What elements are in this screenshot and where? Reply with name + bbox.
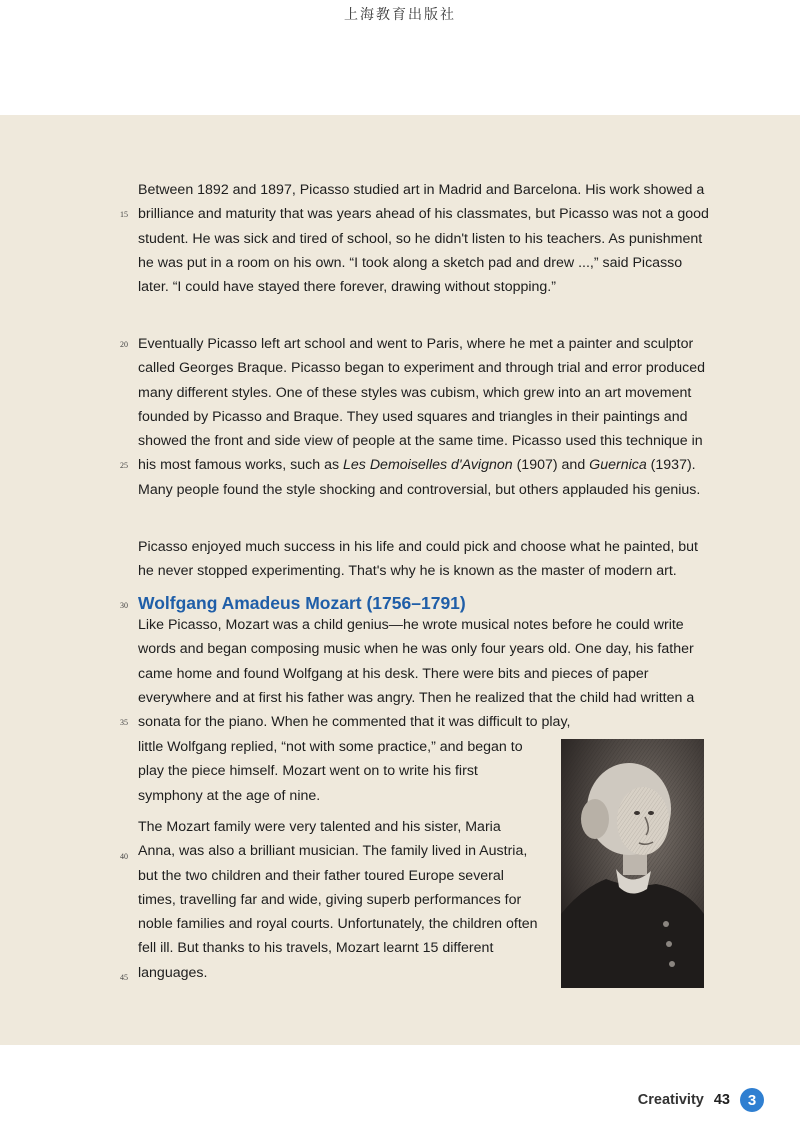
chapter-title: Creativity: [637, 1092, 704, 1108]
title-guernica: Guernica: [589, 457, 647, 474]
line-number-35: 35: [120, 718, 128, 727]
paragraph-1-text: Between 1892 and 1897, Picasso studied art in Madrid and Barcelona. His work showed a brilliance and maturity that was years ahead of his classmates, but Picasso was not a good student. He was sick and tired of school, so he didn't listen to his teachers. As punishment he was put in a room on his own. “I took along a sketch pad and drew ...,” said Picasso later. “I could have stayed there forever, drawing without stopping.”: [138, 182, 709, 296]
line-number-20: 20: [120, 340, 128, 349]
paragraph-2: [138, 332, 710, 502]
line-number-30: 30: [120, 601, 128, 610]
page-footer: [638, 1088, 764, 1112]
paragraph-4-narrow: [138, 735, 538, 808]
paragraph-4-wide-text: Like Picasso, Mozart was a child genius—he wrote musical notes before he could write words and began composing music when he was only four years old. One day, his father came home and found Wolfgang at his desk. There were bits and pieces of paper everywhere and at first his father was angry. Then he realized that the child had written a sonata for the piano. When he commented that it was difficult to play,: [138, 617, 695, 731]
paragraph-4-narrow-text: little Wolfgang replied, “not with some practice,” and began to play the piece himself. Mozart went on to write his first symphony at the age of nine.: [138, 739, 523, 804]
mozart-portrait-image: [561, 739, 704, 988]
page-number: 43: [713, 1092, 730, 1108]
publisher-header: 上海教育出版社: [344, 7, 456, 23]
paragraph-3-text: Picasso enjoyed much success in his life and could pick and choose what he painted, but he never stopped experimenting. That's why he is known as the master of modern art.: [138, 539, 698, 580]
paragraph-2-text: [138, 332, 710, 502]
unit-number-badge: 3: [740, 1088, 764, 1112]
line-number-45: 45: [120, 973, 128, 982]
paragraph-5: [138, 815, 538, 985]
section-heading-mozart: Wolfgang Amadeus Mozart (1756–1791): [138, 593, 466, 613]
paragraph-3: [138, 535, 710, 584]
paragraph-5-text: The Mozart family were very talented and his sister, Maria Anna, was also a brilliant musician. The family lived in Austria, but the two children and their father toured Europe several times, travelling far and wide, giving superb performances for noble families and royal courts. Unfortunately, the children often fell ill. But thanks to his travels, Mozart learnt 15 different languages.: [138, 819, 538, 981]
paragraph-2-part-2: (1907) and: [512, 457, 590, 474]
title-les-demoiselles: Les Demoiselles d'Avignon: [343, 457, 513, 474]
paragraph-2-part-1: Eventually Picasso left art school and went to Paris, where he met a painter and sculptor called Georges Braque. Picasso began to experiment and through trial and error produced many different styles. One of these styles was cubism, which grew into an art movement founded by Picasso and Braque. They used squares and triangles in their paintings and showed the front and side view of people at the same time. Picasso used this technique in his most famous works, such as: [138, 336, 706, 474]
paragraph-4-wide: [138, 613, 710, 734]
paragraph-2-part-3: (1937). Many people found the style shocking and controversial, but others applauded his genius.: [138, 457, 701, 498]
line-number-25: 25: [120, 461, 128, 470]
paragraph-1: [138, 178, 710, 299]
line-number-40: 40: [120, 852, 128, 861]
line-number-15: 15: [120, 210, 128, 219]
